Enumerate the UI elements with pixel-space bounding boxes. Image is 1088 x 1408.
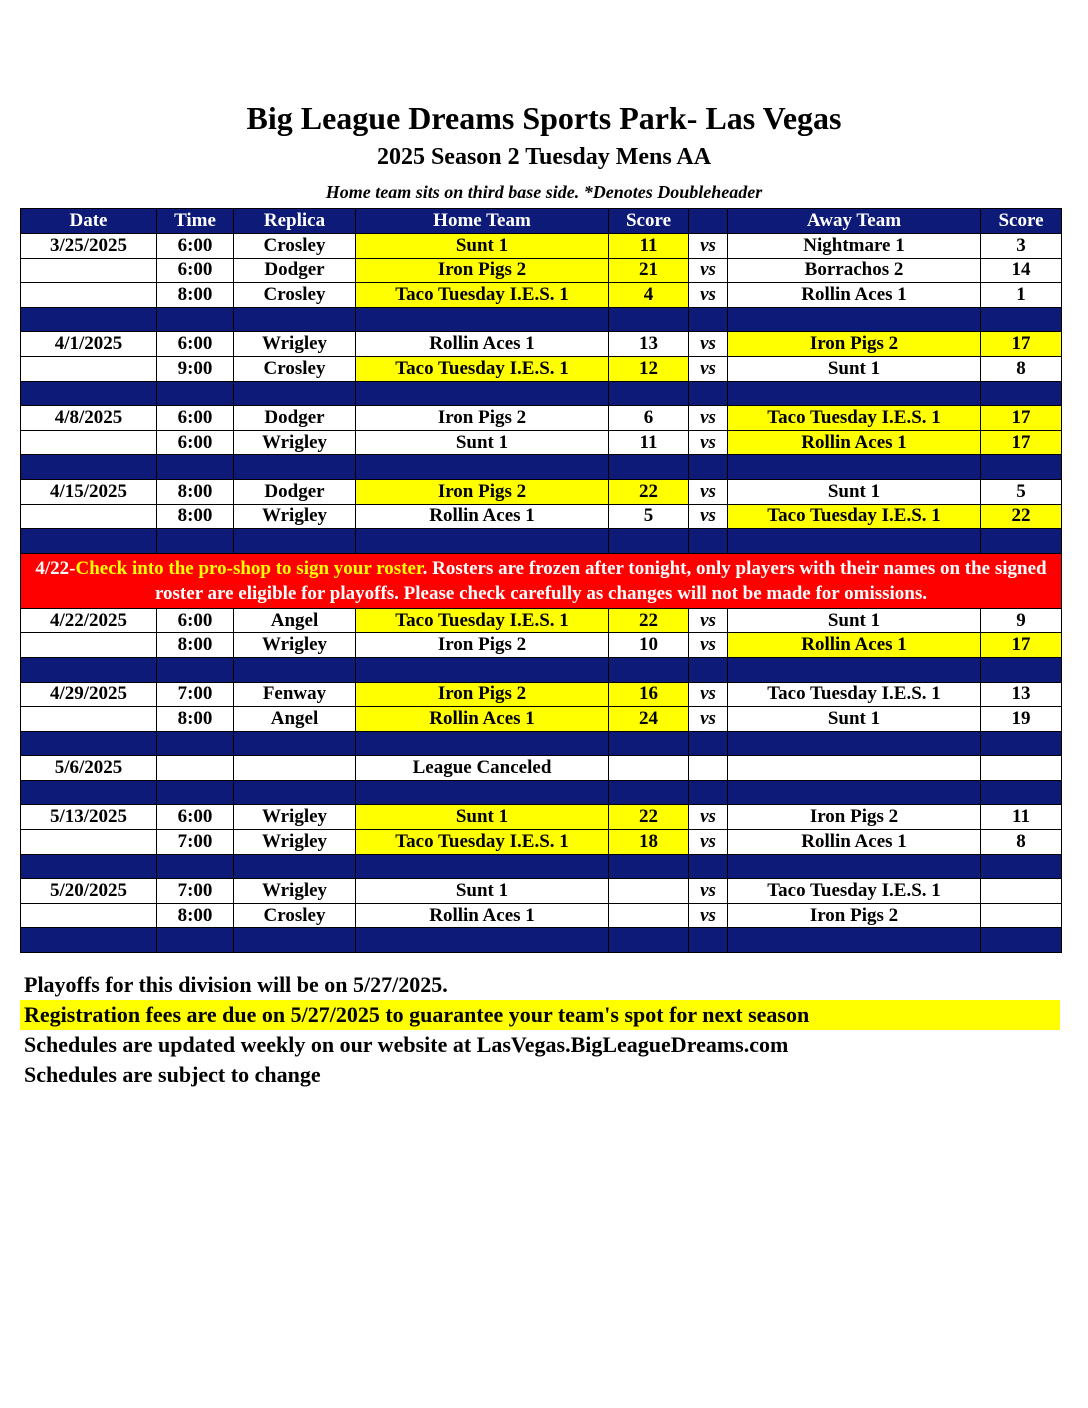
home-score-cell: 12 — [609, 356, 689, 381]
separator-cell — [356, 381, 609, 406]
home-team-cell: Rollin Aces 1 — [356, 903, 609, 928]
separator-row — [21, 455, 1062, 480]
time-cell: 6:00 — [157, 234, 234, 259]
away-team-cell: Sunt 1 — [728, 707, 981, 732]
separator-cell — [728, 455, 981, 480]
vs-cell: vs — [689, 879, 728, 904]
separator-row — [21, 928, 1062, 953]
home-team-cell: Taco Tuesday I.E.S. 1 — [356, 356, 609, 381]
replica-cell: Wrigley — [234, 430, 356, 455]
home-score-cell: 18 — [609, 830, 689, 855]
time-cell: 6:00 — [157, 406, 234, 431]
separator-cell — [356, 854, 609, 879]
date-cell: 5/20/2025 — [21, 879, 157, 904]
game-row — [21, 608, 1062, 633]
vs-cell: vs — [689, 608, 728, 633]
date-cell — [21, 633, 157, 658]
separator-cell — [981, 307, 1062, 332]
home-team-cell: Iron Pigs 2 — [356, 682, 609, 707]
replica-cell: Wrigley — [234, 633, 356, 658]
separator-cell — [609, 780, 689, 805]
game-row — [21, 903, 1062, 928]
separator-row — [21, 854, 1062, 879]
separator-cell — [609, 529, 689, 554]
home-score-cell: 21 — [609, 258, 689, 283]
separator-cell — [21, 307, 157, 332]
home-team-cell: Taco Tuesday I.E.S. 1 — [356, 283, 609, 308]
schedule-body — [21, 234, 1062, 953]
away-score-cell: 1 — [981, 283, 1062, 308]
away-team-cell: Sunt 1 — [728, 608, 981, 633]
replica-cell: Dodger — [234, 258, 356, 283]
away-team-cell — [728, 756, 981, 781]
replica-cell: Crosley — [234, 234, 356, 259]
game-row — [21, 633, 1062, 658]
registration-note: Registration fees are due on 5/27/2025 to guarantee your team's spot for next season — [20, 1000, 1060, 1030]
time-cell: 6:00 — [157, 805, 234, 830]
date-cell: 4/8/2025 — [21, 406, 157, 431]
game-row — [21, 879, 1062, 904]
home-team-cell: Rollin Aces 1 — [356, 504, 609, 529]
time-cell: 6:00 — [157, 332, 234, 357]
away-score-cell: 14 — [981, 258, 1062, 283]
separator-cell — [689, 529, 728, 554]
separator-cell — [234, 657, 356, 682]
home-score-cell: 5 — [609, 504, 689, 529]
time-cell: 8:00 — [157, 479, 234, 504]
game-row — [21, 756, 1062, 781]
vs-cell: vs — [689, 707, 728, 732]
home-team-cell: Sunt 1 — [356, 234, 609, 259]
time-cell: 7:00 — [157, 682, 234, 707]
away-team-cell: Nightmare 1 — [728, 234, 981, 259]
game-row — [21, 479, 1062, 504]
separator-cell — [689, 381, 728, 406]
separator-cell — [689, 657, 728, 682]
col-home-score: Score — [609, 209, 689, 234]
separator-cell — [981, 657, 1062, 682]
separator-cell — [157, 307, 234, 332]
website-note: Schedules are updated weekly on our website at LasVegas.BigLeagueDreams.com — [24, 1032, 789, 1057]
vs-cell: vs — [689, 805, 728, 830]
away-score-cell: 9 — [981, 608, 1062, 633]
home-team-cell: Iron Pigs 2 — [356, 258, 609, 283]
separator-cell — [981, 731, 1062, 756]
home-team-cell: Iron Pigs 2 — [356, 633, 609, 658]
replica-cell: Wrigley — [234, 504, 356, 529]
away-team-cell: Sunt 1 — [728, 356, 981, 381]
separator-cell — [609, 928, 689, 953]
replica-cell: Wrigley — [234, 805, 356, 830]
away-score-cell: 3 — [981, 234, 1062, 259]
separator-cell — [157, 731, 234, 756]
separator-cell — [356, 780, 609, 805]
away-team-cell: Iron Pigs 2 — [728, 332, 981, 357]
time-cell: 6:00 — [157, 258, 234, 283]
notice-highlight: Check into the pro-shop to sign your roster — [75, 557, 423, 579]
away-score-cell: 8 — [981, 356, 1062, 381]
home-team-cell: Sunt 1 — [356, 430, 609, 455]
separator-cell — [157, 455, 234, 480]
vs-cell: vs — [689, 234, 728, 259]
separator-cell — [157, 854, 234, 879]
col-time: Time — [157, 209, 234, 234]
col-away-team: Away Team — [728, 209, 981, 234]
away-team-cell: Taco Tuesday I.E.S. 1 — [728, 879, 981, 904]
separator-cell — [234, 780, 356, 805]
replica-cell: Angel — [234, 707, 356, 732]
separator-row — [21, 657, 1062, 682]
separator-row — [21, 381, 1062, 406]
separator-cell — [21, 657, 157, 682]
roster-notice — [21, 553, 1062, 608]
separator-cell — [609, 731, 689, 756]
separator-cell — [21, 455, 157, 480]
separator-cell — [728, 928, 981, 953]
separator-cell — [981, 854, 1062, 879]
separator-cell — [21, 854, 157, 879]
separator-cell — [157, 657, 234, 682]
vs-cell: vs — [689, 504, 728, 529]
home-score-cell: 4 — [609, 283, 689, 308]
time-cell: 8:00 — [157, 903, 234, 928]
separator-cell — [21, 529, 157, 554]
replica-cell: Wrigley — [234, 332, 356, 357]
replica-cell: Dodger — [234, 406, 356, 431]
time-cell: 6:00 — [157, 430, 234, 455]
away-team-cell: Taco Tuesday I.E.S. 1 — [728, 504, 981, 529]
separator-cell — [728, 381, 981, 406]
vs-cell — [689, 756, 728, 781]
home-team-cell: League Canceled — [356, 756, 609, 781]
replica-cell: Fenway — [234, 682, 356, 707]
date-cell: 5/6/2025 — [21, 756, 157, 781]
game-row — [21, 430, 1062, 455]
separator-row — [21, 731, 1062, 756]
separator-row — [21, 307, 1062, 332]
replica-cell: Dodger — [234, 479, 356, 504]
home-score-cell: 22 — [609, 805, 689, 830]
away-score-cell: 17 — [981, 430, 1062, 455]
separator-row — [21, 780, 1062, 805]
schedule-table — [20, 208, 1062, 953]
away-team-cell: Sunt 1 — [728, 479, 981, 504]
home-team-cell: Iron Pigs 2 — [356, 479, 609, 504]
away-score-cell — [981, 903, 1062, 928]
separator-cell — [981, 381, 1062, 406]
replica-cell: Wrigley — [234, 830, 356, 855]
away-score-cell — [981, 756, 1062, 781]
time-cell: 8:00 — [157, 283, 234, 308]
game-row — [21, 707, 1062, 732]
date-cell: 5/13/2025 — [21, 805, 157, 830]
vs-cell: vs — [689, 258, 728, 283]
date-cell — [21, 283, 157, 308]
time-cell: 6:00 — [157, 608, 234, 633]
home-score-cell: 11 — [609, 234, 689, 259]
date-cell: 4/15/2025 — [21, 479, 157, 504]
game-row — [21, 682, 1062, 707]
vs-cell: vs — [689, 903, 728, 928]
home-score-cell: 24 — [609, 707, 689, 732]
separator-cell — [356, 455, 609, 480]
separator-cell — [689, 780, 728, 805]
date-cell: 4/1/2025 — [21, 332, 157, 357]
away-score-cell: 11 — [981, 805, 1062, 830]
replica-cell: Crosley — [234, 356, 356, 381]
col-home-team: Home Team — [356, 209, 609, 234]
col-date: Date — [21, 209, 157, 234]
vs-cell: vs — [689, 479, 728, 504]
separator-cell — [609, 307, 689, 332]
separator-cell — [689, 854, 728, 879]
away-score-cell: 19 — [981, 707, 1062, 732]
header-row — [21, 209, 1062, 234]
away-team-cell: Rollin Aces 1 — [728, 283, 981, 308]
home-score-cell: 13 — [609, 332, 689, 357]
separator-cell — [689, 455, 728, 480]
date-cell — [21, 504, 157, 529]
vs-cell: vs — [689, 633, 728, 658]
separator-cell — [728, 854, 981, 879]
vs-cell: vs — [689, 406, 728, 431]
separator-cell — [234, 731, 356, 756]
separator-cell — [356, 657, 609, 682]
home-score-cell: 22 — [609, 479, 689, 504]
col-away-score: Score — [981, 209, 1062, 234]
separator-cell — [689, 307, 728, 332]
home-score-cell: 11 — [609, 430, 689, 455]
home-team-cell: Rollin Aces 1 — [356, 707, 609, 732]
separator-cell — [609, 657, 689, 682]
seating-note: Home team sits on third base side. *Denotes Doubleheader — [325, 182, 763, 202]
change-note: Schedules are subject to change — [24, 1062, 321, 1087]
time-cell: 8:00 — [157, 504, 234, 529]
home-score-cell: 22 — [609, 608, 689, 633]
separator-cell — [609, 381, 689, 406]
away-team-cell: Taco Tuesday I.E.S. 1 — [728, 406, 981, 431]
away-score-cell — [981, 879, 1062, 904]
separator-cell — [728, 731, 981, 756]
separator-cell — [728, 657, 981, 682]
away-team-cell: Taco Tuesday I.E.S. 1 — [728, 682, 981, 707]
separator-cell — [21, 731, 157, 756]
separator-cell — [728, 307, 981, 332]
separator-cell — [728, 529, 981, 554]
vs-cell: vs — [689, 830, 728, 855]
game-row — [21, 504, 1062, 529]
time-cell — [157, 756, 234, 781]
date-cell: 4/22/2025 — [21, 608, 157, 633]
separator-cell — [356, 731, 609, 756]
separator-cell — [21, 928, 157, 953]
playoffs-note: Playoffs for this division will be on 5/27/2025. — [24, 972, 448, 997]
away-team-cell: Rollin Aces 1 — [728, 633, 981, 658]
game-row — [21, 332, 1062, 357]
date-cell — [21, 430, 157, 455]
vs-cell: vs — [689, 682, 728, 707]
date-cell — [21, 707, 157, 732]
home-score-cell — [609, 756, 689, 781]
time-cell: 8:00 — [157, 707, 234, 732]
game-row — [21, 283, 1062, 308]
separator-cell — [234, 529, 356, 554]
separator-cell — [157, 381, 234, 406]
separator-cell — [234, 381, 356, 406]
separator-cell — [234, 854, 356, 879]
vs-cell: vs — [689, 356, 728, 381]
away-score-cell: 8 — [981, 830, 1062, 855]
game-row — [21, 406, 1062, 431]
separator-cell — [356, 928, 609, 953]
home-score-cell: 6 — [609, 406, 689, 431]
home-team-cell: Sunt 1 — [356, 879, 609, 904]
date-cell — [21, 258, 157, 283]
home-team-cell: Sunt 1 — [356, 805, 609, 830]
separator-cell — [157, 529, 234, 554]
separator-cell — [609, 854, 689, 879]
separator-cell — [981, 780, 1062, 805]
away-score-cell: 17 — [981, 406, 1062, 431]
separator-cell — [234, 928, 356, 953]
date-cell — [21, 830, 157, 855]
game-row — [21, 234, 1062, 259]
home-team-cell: Taco Tuesday I.E.S. 1 — [356, 830, 609, 855]
col-vs — [689, 209, 728, 234]
separator-row — [21, 529, 1062, 554]
away-team-cell: Rollin Aces 1 — [728, 830, 981, 855]
game-row — [21, 830, 1062, 855]
page-title: Big League Dreams Sports Park- Las Vegas — [246, 100, 842, 136]
home-score-cell — [609, 903, 689, 928]
replica-cell: Crosley — [234, 903, 356, 928]
vs-cell: vs — [689, 283, 728, 308]
game-row — [21, 805, 1062, 830]
home-team-cell: Taco Tuesday I.E.S. 1 — [356, 608, 609, 633]
away-score-cell: 5 — [981, 479, 1062, 504]
separator-cell — [981, 529, 1062, 554]
page-subtitle: 2025 Season 2 Tuesday Mens AA — [376, 144, 712, 170]
col-replica: Replica — [234, 209, 356, 234]
separator-cell — [234, 307, 356, 332]
away-team-cell: Borrachos 2 — [728, 258, 981, 283]
notice-prefix: 4/22- — [35, 557, 76, 579]
time-cell: 7:00 — [157, 879, 234, 904]
separator-cell — [21, 780, 157, 805]
away-score-cell: 17 — [981, 633, 1062, 658]
away-team-cell: Rollin Aces 1 — [728, 430, 981, 455]
away-team-cell: Iron Pigs 2 — [728, 903, 981, 928]
separator-cell — [356, 307, 609, 332]
time-cell: 8:00 — [157, 633, 234, 658]
separator-cell — [21, 381, 157, 406]
away-team-cell: Iron Pigs 2 — [728, 805, 981, 830]
separator-cell — [609, 455, 689, 480]
date-cell: 3/25/2025 — [21, 234, 157, 259]
home-score-cell: 16 — [609, 682, 689, 707]
separator-cell — [981, 928, 1062, 953]
replica-cell: Angel — [234, 608, 356, 633]
separator-cell — [234, 455, 356, 480]
vs-cell: vs — [689, 332, 728, 357]
separator-cell — [356, 529, 609, 554]
away-score-cell: 13 — [981, 682, 1062, 707]
date-cell: 4/29/2025 — [21, 682, 157, 707]
home-team-cell: Rollin Aces 1 — [356, 332, 609, 357]
date-cell — [21, 356, 157, 381]
game-row — [21, 356, 1062, 381]
notice-text: . Rosters are frozen after tonight, only players with their names on the signed roster are eligible for playoffs. Please check carefully as changes will not be made for omissions. — [154, 557, 1047, 604]
home-score-cell — [609, 879, 689, 904]
time-cell: 7:00 — [157, 830, 234, 855]
away-score-cell: 17 — [981, 332, 1062, 357]
vs-cell: vs — [689, 430, 728, 455]
separator-cell — [157, 780, 234, 805]
roster-notice-row — [21, 553, 1062, 608]
separator-cell — [689, 928, 728, 953]
separator-cell — [689, 731, 728, 756]
replica-cell: Crosley — [234, 283, 356, 308]
home-score-cell: 10 — [609, 633, 689, 658]
date-cell — [21, 903, 157, 928]
replica-cell: Wrigley — [234, 879, 356, 904]
home-team-cell: Iron Pigs 2 — [356, 406, 609, 431]
separator-cell — [728, 780, 981, 805]
separator-cell — [157, 928, 234, 953]
away-score-cell: 22 — [981, 504, 1062, 529]
replica-cell — [234, 756, 356, 781]
game-row — [21, 258, 1062, 283]
separator-cell — [981, 455, 1062, 480]
time-cell: 9:00 — [157, 356, 234, 381]
